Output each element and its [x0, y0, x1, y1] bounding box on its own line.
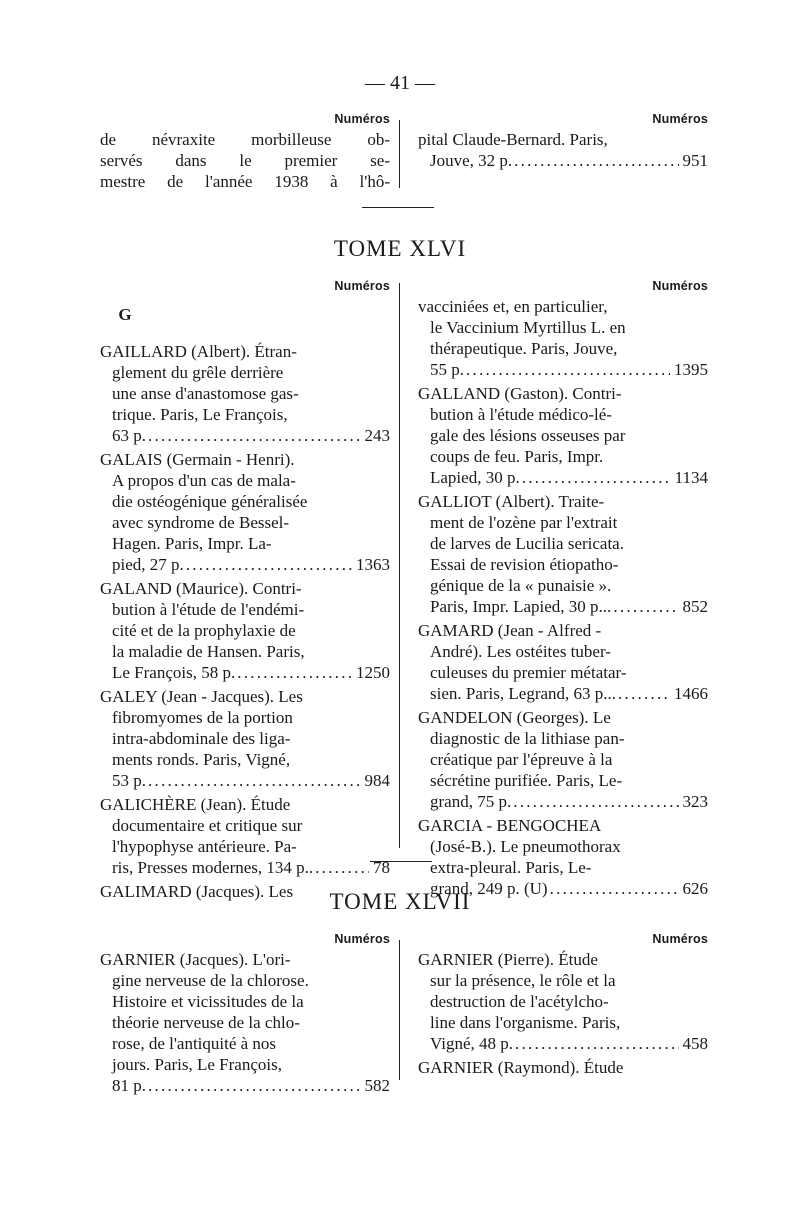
entry-line: culeuses du premier métatar-: [430, 663, 627, 682]
entry-line: GARCIA - BENGOCHEA: [418, 816, 602, 835]
entry-line: glement du grêle derrière: [112, 363, 284, 382]
entry-line: mestre de l'année 1938 à l'hô-: [100, 172, 390, 191]
entry-last-text: grand, 75 p.: [430, 792, 512, 811]
entry-last-text: 63 p.: [112, 426, 146, 445]
tome-47-title: TOME XLVII: [329, 889, 471, 914]
bibliography-entry: [418, 491, 708, 617]
dot-leader: [186, 554, 352, 575]
dot-leader: [618, 683, 670, 704]
entry-line: documentaire et critique sur: [112, 816, 303, 835]
entry-line: servés dans le premier se-: [100, 151, 390, 170]
numeros-header: Numéros: [334, 112, 390, 126]
entry-line: GALICHÈRE (Jean). Étude: [100, 795, 291, 814]
entry-last-text: 81 p.: [112, 1076, 146, 1095]
entry-last-line: [112, 770, 390, 791]
entry-line: vacciniées et, en particulier,: [418, 297, 608, 316]
entry-line: extra-pleural. Paris, Le-: [430, 858, 592, 877]
entry-number: 951: [682, 151, 708, 170]
numeros-header: Numéros: [652, 112, 708, 126]
entry-last-text: pied, 27 p.: [112, 555, 184, 574]
dot-leader: [515, 1033, 678, 1054]
entry-last-text: GALIMARD (Jacques). Les: [100, 882, 294, 901]
entry-last-line: [430, 1033, 708, 1054]
entry-line: Essai de revision étiopatho-: [430, 555, 619, 574]
entry-last-line: [430, 467, 708, 488]
entry-line: ment de l'ozène par l'extrait: [430, 513, 618, 532]
numeros-header: Numéros: [334, 932, 390, 946]
entry-line: GAILLARD (Albert). Étran-: [100, 342, 297, 361]
tome-46-title: TOME XLVI: [333, 236, 467, 261]
dot-leader: [148, 425, 361, 446]
entry-line: thérapeutique. Paris, Jouve,: [430, 339, 618, 358]
entry-last-line: [430, 150, 708, 171]
entry-line: génique de la « punaisie ».: [430, 576, 612, 595]
bibliography-entry: [418, 620, 708, 704]
entry-line: sur la présence, le rôle et la: [430, 971, 616, 990]
entry-last-text: sien. Paris, Legrand, 63 p...: [430, 684, 617, 703]
entry-line: GANDELON (Georges). Le: [418, 708, 611, 727]
entry-last-text: ris, Presses modernes, 134 p..: [112, 858, 314, 877]
entry-number: 1250: [356, 663, 390, 682]
bibliography-entry: [418, 815, 708, 899]
tome-46-right-entries: [418, 296, 708, 899]
entry-line: line dans l'organisme. Paris,: [430, 1013, 621, 1032]
bibliography-entry: [100, 949, 390, 1096]
column-divider: [399, 283, 400, 848]
numeros-header: Numéros: [652, 279, 708, 293]
bibliography-entry: [418, 949, 708, 1054]
numeros-header: Numéros: [652, 932, 708, 946]
entry-number: 78: [373, 858, 390, 877]
section-divider: [362, 207, 434, 208]
entry-line: rose, de l'antiquité à nos: [112, 1034, 277, 1053]
entry-line: avec syndrome de Bessel-: [112, 513, 290, 532]
dot-leader: [514, 150, 678, 171]
entry-last-text: grand, 249 p. (U): [430, 879, 548, 898]
entry-line: sécrétine purifiée. Paris, Le-: [430, 771, 623, 790]
entry-number: 1395: [674, 360, 708, 379]
entry-line: gine nerveuse de la chlorose.: [112, 971, 309, 990]
entry-line: die ostéogénique généralisée: [112, 492, 308, 511]
entry-line: l'hypophyse antérieure. Pa-: [112, 837, 297, 856]
dot-leader: [148, 1075, 361, 1096]
entry-line: de névraxite morbilleuse ob-: [100, 130, 390, 149]
entry-line: (José-B.). Le pneumothorax: [430, 837, 621, 856]
entry-last-line: [430, 683, 708, 704]
entry-line: le Vaccinium Myrtillus L. en: [430, 318, 626, 337]
entry-number: 984: [364, 771, 390, 790]
entry-line: GALLAND (Gaston). Contri-: [418, 384, 622, 403]
entry-line: de larves de Lucilia sericata.: [430, 534, 624, 553]
entry-last-line: [112, 554, 390, 575]
entry-line: intra-abdominale des liga-: [112, 729, 291, 748]
entry-last-text: Vigné, 48 p.: [430, 1034, 514, 1053]
entry-line: A propos d'un cas de mala-: [112, 471, 296, 490]
entry-line: destruction de l'acétylcho-: [430, 992, 609, 1011]
dot-leader: [513, 791, 678, 812]
entry-line: GALAND (Maurice). Contri-: [100, 579, 302, 598]
entry-last-line: [430, 596, 708, 617]
entry-last-line: [430, 791, 708, 812]
section-divider: [370, 861, 432, 862]
dot-leader: [315, 857, 369, 878]
entry-line: GARNIER (Jacques). L'ori-: [100, 950, 291, 969]
entry-line: Histoire et vicissitudes de la: [112, 992, 304, 1011]
tome-46-left-column: [100, 277, 390, 905]
numeros-header: Numéros: [334, 279, 390, 293]
entry-number: 626: [682, 879, 708, 898]
dot-leader: [613, 596, 678, 617]
bibliography-entry: [418, 707, 708, 812]
entry-number: 1363: [356, 555, 390, 574]
entry-line: cité et de la prophylaxie de: [112, 621, 296, 640]
entry-line: GALAIS (Germain - Henri).: [100, 450, 295, 469]
entry-line: créatique par l'épreuve à la: [430, 750, 613, 769]
tome-47-left-entries: [100, 949, 390, 1096]
entry-last-text: 53 p.: [112, 771, 146, 790]
entry-line: la maladie de Hansen. Paris,: [112, 642, 305, 661]
entry-number: 852: [682, 597, 708, 616]
bibliography-entry: [100, 449, 390, 575]
entry-line: GALLIOT (Albert). Traite-: [418, 492, 605, 511]
bibliography-entry: [100, 686, 390, 791]
entry-number: 1134: [674, 468, 708, 487]
tome-47-right-column: [418, 930, 708, 1081]
entry-line: trique. Paris, Le François,: [112, 405, 288, 424]
tome-47-right-entries: [418, 949, 708, 1078]
bibliography-entry: [418, 1057, 708, 1078]
entry-line: coups de feu. Paris, Impr.: [430, 447, 604, 466]
entry-number: 1466: [674, 684, 708, 703]
tome-46-left-entries: [100, 341, 390, 902]
entry-last-line: [430, 359, 708, 380]
entry-line: une anse d'anastomose gas-: [112, 384, 299, 403]
page-number: — 41 —: [365, 72, 435, 94]
entry-last-text: Paris, Impr. Lapied, 30 p...: [430, 597, 612, 616]
entry-line: ments ronds. Paris, Vigné,: [112, 750, 291, 769]
top-right-column: [418, 110, 708, 174]
dot-leader: [148, 770, 361, 791]
bibliography-entry: [100, 341, 390, 446]
entry-last-line: [112, 1075, 390, 1096]
entry-last-line: [418, 1057, 708, 1078]
dot-leader: [237, 662, 352, 683]
entry-line: Hagen. Paris, Impr. La-: [112, 534, 272, 553]
dot-leader: [466, 359, 670, 380]
entry-line: André). Les ostéites tuber-: [430, 642, 611, 661]
entry-line: diagnostic de la lithiase pan-: [430, 729, 625, 748]
section-letter: G: [118, 305, 132, 324]
entry-last-text: Le François, 58 p.: [112, 663, 236, 682]
entry-line: fibromyomes de la portion: [112, 708, 293, 727]
entry-number: 582: [364, 1076, 390, 1095]
top-right-entries: [418, 129, 708, 171]
top-left-column: [100, 110, 390, 192]
entry-line: GAMARD (Jean - Alfred -: [418, 621, 602, 640]
entry-number: 323: [682, 792, 708, 811]
entry-last-text: 55 p.: [430, 360, 464, 379]
entry-line: bution à l'étude de l'endémi-: [112, 600, 305, 619]
bibliography-entry: [418, 296, 708, 380]
bibliography-entry: [100, 578, 390, 683]
column-divider: [399, 940, 400, 1080]
entry-last-line: [112, 662, 390, 683]
entry-line: jours. Paris, Le François,: [112, 1055, 282, 1074]
bibliography-entry: [418, 383, 708, 488]
entry-number: 458: [682, 1034, 708, 1053]
dot-leader: [522, 467, 671, 488]
entry-line: théorie nerveuse de la chlo-: [112, 1013, 300, 1032]
entry-line: gale des lésions osseuses par: [430, 426, 626, 445]
entry-last-line: [112, 425, 390, 446]
entry-last-text: Lapied, 30 p.: [430, 468, 520, 487]
entry-line: pital Claude-Bernard. Paris,: [418, 130, 608, 149]
entry-line: bution à l'étude médico-lé-: [430, 405, 612, 424]
tome-46-right-column: [418, 277, 708, 902]
entry-last-line: [112, 857, 390, 878]
top-left-lines: [100, 129, 390, 192]
column-divider: [399, 120, 400, 188]
entry-line: GALEY (Jean - Jacques). Les: [100, 687, 303, 706]
entry-number: 243: [364, 426, 390, 445]
bibliography-entry: [100, 794, 390, 878]
tome-47-left-column: [100, 930, 390, 1099]
entry-last-text: GARNIER (Raymond). Étude: [418, 1058, 624, 1077]
entry-line: GARNIER (Pierre). Étude: [418, 950, 598, 969]
entry-last-text: Jouve, 32 p.: [430, 151, 513, 170]
bibliography-entry: [418, 129, 708, 171]
